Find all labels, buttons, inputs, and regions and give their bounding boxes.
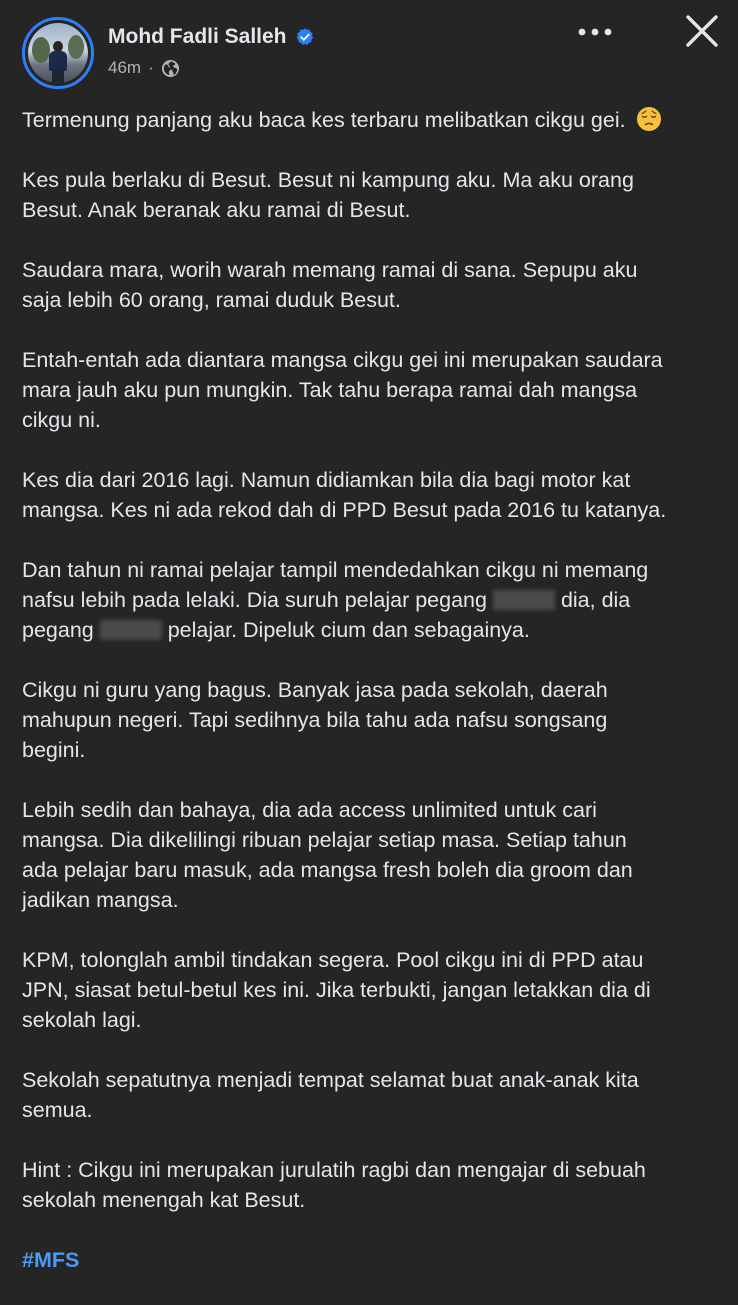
verified-badge-icon (295, 27, 315, 47)
post-text: saja lebih 60 orang, ramai duduk Besut. (22, 288, 401, 312)
post-text: mangsa. Kes ni ada rekod dah di PPD Besut pada 2016 tu katanya. (22, 498, 667, 522)
post-text: dia, dia (560, 588, 631, 612)
post-paragraph (22, 1245, 722, 1275)
close-icon (682, 14, 722, 50)
post-paragraph (22, 165, 722, 225)
author-avatar[interactable] (22, 17, 94, 89)
censored-word (493, 590, 555, 610)
post-paragraph (22, 255, 722, 315)
meta-separator: · (148, 58, 154, 77)
globe-icon (161, 59, 180, 78)
post-text: Hint : Cikgu ini merupakan jurulatih ragbi dan mengajar di sebuah (22, 1158, 646, 1182)
post-text: JPN, siasat betul-betul kes ini. Jika terbukti, jangan letakkan dia di (22, 978, 651, 1002)
more-options-button[interactable] (572, 18, 618, 46)
post-paragraph (22, 1155, 722, 1215)
post-text: Entah-entah ada diantara mangsa cikgu gei ini merupakan saudara (22, 348, 663, 372)
post-text: mahupun negeri. Tapi sedihnya bila tahu ada nafsu songsang (22, 708, 608, 732)
post-paragraph (22, 105, 722, 135)
post-text: Kes pula berlaku di Besut. Besut ni kampung aku. Ma aku orang (22, 168, 634, 192)
post-text: sekolah menengah kat Besut. (22, 1188, 306, 1212)
post-text: begini. (22, 738, 86, 762)
avatar-photo (28, 23, 88, 83)
post-text: Lebih sedih dan bahaya, dia ada access unlimited untuk cari (22, 798, 597, 822)
post-text: Dan tahun ni ramai pelajar tampil mendedahkan cikgu ni memang (22, 558, 649, 582)
pensive-face-emoji (636, 106, 662, 132)
post-text: pelajar. Dipeluk cium dan sebagainya. (167, 618, 530, 642)
post-text: jadikan mangsa. (22, 888, 179, 912)
post-text: pegang (22, 618, 94, 642)
post-text: Kes dia dari 2016 lagi. Namun didiamkan bila dia bagi motor kat (22, 468, 631, 492)
post-paragraph (22, 1065, 722, 1125)
post-header (0, 0, 738, 96)
post-text: Termenung panjang aku baca kes terbaru melibatkan cikgu gei. (22, 108, 626, 132)
post-text: nafsu lebih pada lelaki. Dia suruh pelajar pegang (22, 588, 487, 612)
author-row (108, 23, 315, 51)
close-button[interactable] (682, 14, 722, 50)
post-time[interactable]: 46m (108, 58, 142, 77)
post-text: Sekolah sepatutnya menjadi tempat selamat buat anak-anak kita (22, 1068, 639, 1092)
post-text: mangsa. Dia dikelilingi ribuan pelajar setiap masa. Setiap tahun (22, 828, 627, 852)
post-text: Cikgu ni guru yang bagus. Banyak jasa pada sekolah, daerah (22, 678, 608, 702)
hashtag-link[interactable]: #MFS (22, 1248, 80, 1272)
author-name[interactable]: Mohd Fadli Salleh (108, 25, 287, 48)
post-paragraph (22, 345, 722, 435)
post-text: ada pelajar baru masuk, ada mangsa fresh boleh dia groom dan (22, 858, 633, 882)
post-text: sekolah lagi. (22, 1008, 142, 1032)
post-paragraph (22, 555, 722, 645)
post-body (22, 105, 722, 1305)
post-text: mara jauh aku pun mungkin. Tak tahu berapa ramai dah mangsa (22, 378, 638, 402)
more-horizontal-icon (575, 26, 615, 38)
post-text: Besut. Anak beranak aku ramai di Besut. (22, 198, 411, 222)
post-text: semua. (22, 1098, 93, 1122)
post-text: cikgu ni. (22, 408, 101, 432)
post-paragraph (22, 945, 722, 1035)
post-paragraph (22, 675, 722, 765)
post-paragraph (22, 795, 722, 915)
post-meta (108, 57, 180, 79)
post-paragraph (22, 465, 722, 525)
censored-word (100, 620, 162, 640)
post-text: Saudara mara, worih warah memang ramai di sana. Sepupu aku (22, 258, 638, 282)
post-text: KPM, tolonglah ambil tindakan segera. Pool cikgu ini di PPD atau (22, 948, 644, 972)
